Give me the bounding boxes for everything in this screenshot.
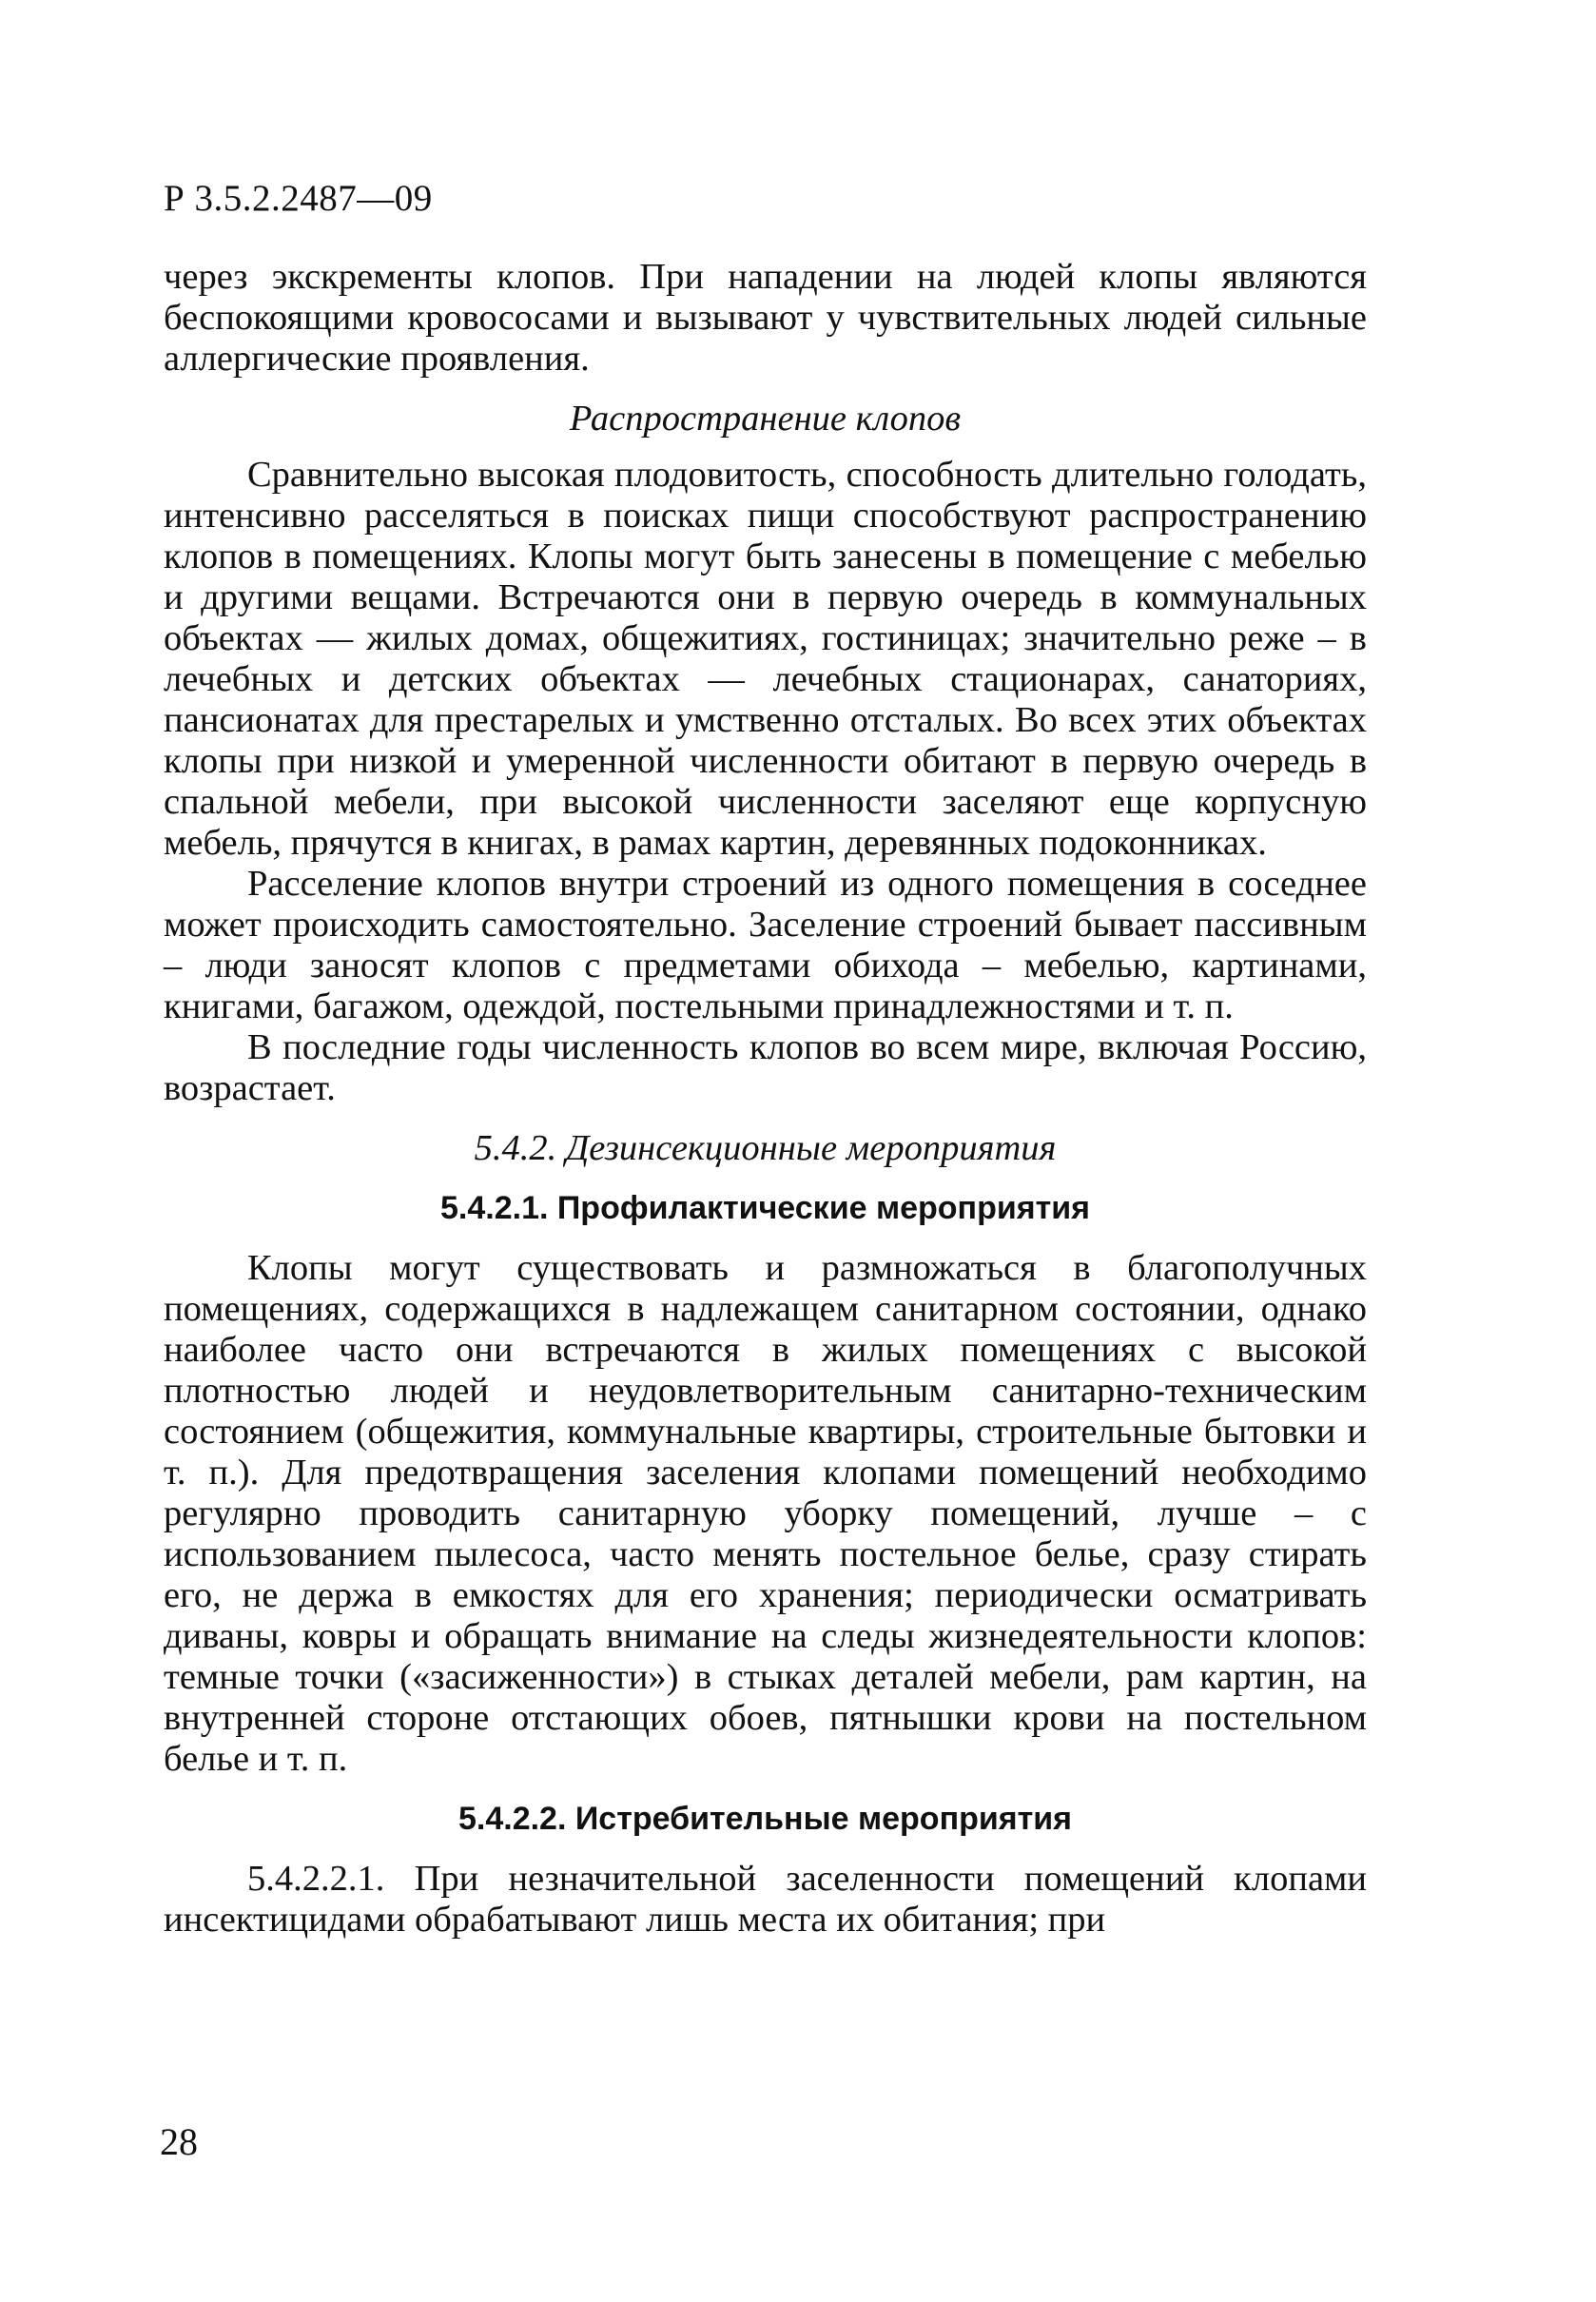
paragraph-intro: через экскременты клопов. При нападении на людей клопы являются беспокоящими кровососами и вызывают у чувствительных людей сильные аллергические проявления. xyxy=(164,257,1367,379)
subsection-heading-5421: 5.4.2.1. Профилактические мероприятия xyxy=(440,1190,1090,1226)
paragraph-spread-2: Расселение клопов внутри строений из одного помещения в соседнее может происходить самостоятельно. Заселение строений бывает пассивным – люди заносят клопов с предметами обихода – мебелью, картинами, книгами, багажом, одеждой, постельными принадлежностями и т. п. xyxy=(164,864,1367,1026)
paragraph-extermination: 5.4.2.2.1. При незначительной заселенности помещений клопами инсектицидами обрабатывают лишь места их обитания; при xyxy=(164,1859,1367,1940)
paragraph-prevention: Клопы могут существовать и размножаться в благополучных помещениях, содержащихся в надлежащем санитарном состоянии, однако наиболее часто они встречаются в жилых помещениях с высокой плотностью людей и неудовлетворительным санитарно-техническим состоянием (общежития, коммунальные квартиры, строительные бытовки и т. п.). Для предотвращения заселения клопами помещений необходимо регулярно проводить санитарную уборку помещений, лучше – с использованием пылесоса, часто менять постельное белье, сразу стирать его, не держа в емкостях для его хранения; периодически осматривать диваны, ковры и обращать внимание на следы жизнедеятельности клопов: темные точки («засиженности») в стыках деталей мебели, рам картин, на внутренней стороне отстающих обоев, пятнышки крови на постельном белье и т. п. xyxy=(164,1248,1367,1779)
paragraph-spread-3: В последние годы численность клопов во всем мире, включая Россию, возрастает. xyxy=(164,1027,1367,1108)
document-code: Р 3.5.2.2487—09 xyxy=(164,178,433,219)
section-heading-542: 5.4.2. Дезинсекционные мероприятия xyxy=(474,1128,1057,1168)
section-heading-spread: Распространение клопов xyxy=(569,399,962,439)
paragraph-spread-1: Сравнительно высокая плодовитость, способность длительно голодать, интенсивно расселяться в поисках пищи способствуют распространению клопов в помещениях. Клопы могут быть занесены в помещение с мебелью и другими вещами. Встречаются они в первую очередь в коммунальных объектах — жилых домах, общежитиях, гостиницах; значительно реже – в лечебных и детских объектах — лечебных стационарах, санаториях, пансионатах для престарелых и умственно отсталых. Во всех этих объектах клопы при низкой и умеренной численности обитают в первую очередь в спальной мебели, при высокой численности заселяют еще корпусную мебель, прячутся в книгах, в рамах картин, деревянных подоконниках. xyxy=(164,455,1367,863)
page-number: 28 xyxy=(160,2120,198,2163)
subsection-heading-5422: 5.4.2.2. Истребительные мероприятия xyxy=(457,1801,1073,1837)
page-body xyxy=(164,257,1367,1941)
